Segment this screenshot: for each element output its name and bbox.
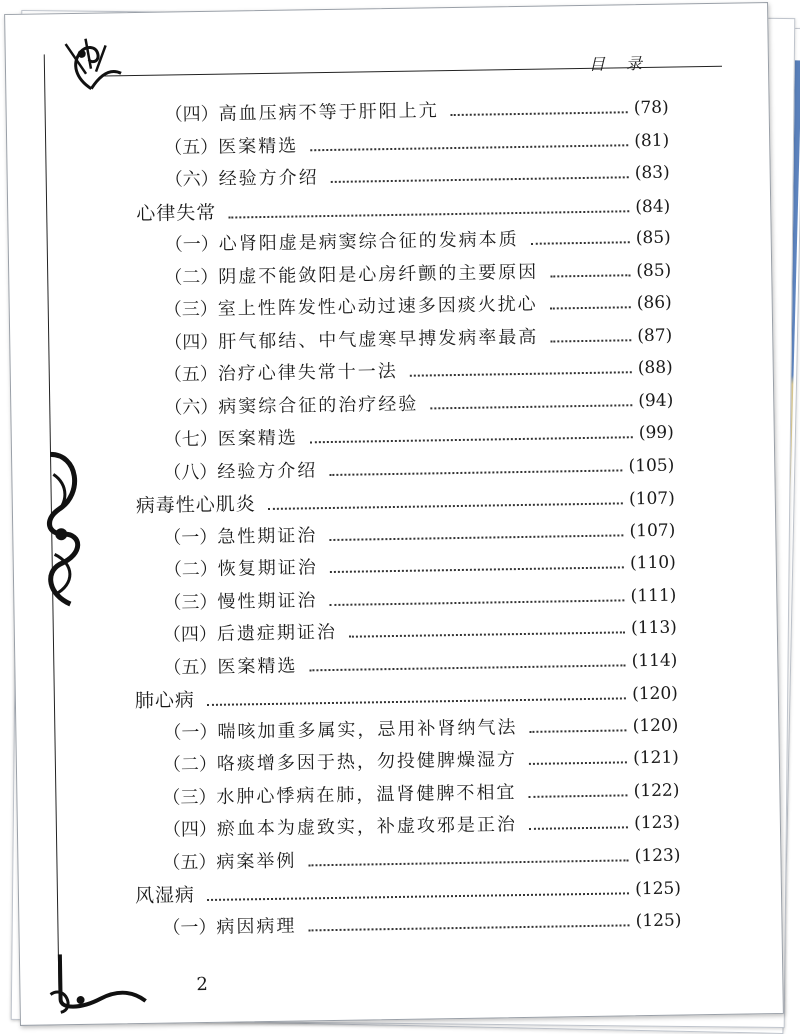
toc-section-entry[interactable] [164,418,674,454]
toc-leader-dots [550,339,631,342]
toc-section-entry[interactable] [163,808,680,844]
toc-entry-title: 肝气郁结、中气虚寒早搏发病率最高 [218,326,539,353]
toc-entry-page: (81) [634,130,670,151]
toc-entry-title: 经验方介绍 [218,167,319,190]
toc-leader-dots [228,210,629,218]
toc-chapter-entry[interactable] [135,678,678,715]
toc-entry-page: (121) [632,747,680,769]
toc-entry-page: (88) [637,357,673,379]
toc-entry-number: （八） [163,461,218,484]
toc-leader-dots [309,924,630,931]
toc-leader-dots [310,144,628,151]
toc-section-entry[interactable] [162,840,680,876]
toc-section-entry[interactable] [164,288,672,324]
toc-section-entry[interactable] [163,710,678,746]
toc-section-entry[interactable] [164,320,672,356]
toc-entry-title: 恢复期证治 [217,557,318,580]
toc-entry-page: (122) [633,780,680,801]
toc-entry-number: （四） [164,331,219,354]
toc-entry-number: （四） [162,623,218,646]
toc-entry-number: （六） [164,168,219,191]
toc-entry-title: 瘀血本为虚致实，补虚攻邪是正治 [216,814,518,840]
toc-section-entry[interactable] [164,255,671,291]
toc-entry-page: (85) [636,260,672,281]
toc-entry-page: (125) [635,910,682,931]
toc-section-entry[interactable] [164,158,669,194]
toc-entry-number: （五） [162,851,217,874]
toc-entry-number: （四） [164,103,219,126]
toc-leader-dots [550,306,631,309]
toc-entry-page: (120) [631,683,679,705]
toc-section-entry[interactable] [162,905,681,941]
toc-entry-number: （三） [163,591,218,614]
toc-section-entry[interactable] [165,223,671,259]
toc-entry-number: （三） [162,786,217,809]
toc-chapter-entry[interactable] [135,873,681,910]
toc-section-entry[interactable] [163,515,675,551]
toc-leader-dots [529,826,628,830]
toc-entry-title: 室上性阵发性心动过速多因痰火扰心 [217,293,538,320]
toc-entry-page: (123) [634,845,681,866]
toc-entry-title: 病毒性心肌炎 [135,493,257,518]
toc-entry-number: （二） [162,753,218,776]
toc-section-entry[interactable] [163,450,674,486]
toc-leader-dots [329,469,622,476]
toc-section-entry[interactable] [163,580,676,616]
toc-leader-dots [349,631,625,637]
toc-entry-title: 高血压病不等于肝阳上亢 [218,100,439,125]
toc-leader-dots [528,794,627,798]
toc-entry-number: （五） [164,136,219,159]
toc-entry-title: 喘咳加重多属实，忌用补肾纳气法 [217,716,518,743]
toc-leader-dots [331,176,629,183]
toc-section-entry[interactable] [163,613,677,649]
toc-entry-page: (123) [634,812,681,834]
toc-chapter-entry[interactable] [136,190,670,226]
toc-entry-title: 阴虚不能敛阳是心房纤颤的主要原因 [218,261,539,288]
page-number: 2 [196,973,208,996]
toc-entry-page: (87) [637,325,673,346]
toc-section-entry[interactable] [164,385,673,421]
toc-entry-number: （四） [162,818,218,841]
toc-entry-title: 医案精选 [217,427,298,450]
toc-section-entry[interactable] [163,645,677,681]
toc-entry-title: 医案精选 [217,655,298,678]
toc-entry-page: (85) [635,227,671,249]
toc-entry-page: (125) [635,878,682,900]
toc-leader-dots [309,664,625,671]
toc-entry-number: （三） [163,298,218,321]
toc-section-entry[interactable] [164,125,669,161]
toc-leader-dots [531,241,630,245]
toc-leader-dots [550,274,630,277]
toc-entry-page: (84) [635,196,671,217]
toc-entry-title: 经验方介绍 [217,459,318,483]
toc-entry-page: (110) [629,552,676,574]
toc-entry-page: (120) [632,715,679,736]
toc-leader-dots [529,761,627,765]
toc-entry-number: （五） [163,656,218,679]
toc-entry-page: (107) [628,488,675,510]
toc-leader-dots [207,697,626,706]
toc-entry-page: (105) [628,455,675,476]
toc-entry-number: （六） [164,396,219,419]
toc-leader-dots [308,859,628,866]
toc-entry-page: (99) [638,422,674,444]
toc-page [4,2,784,1026]
toc-entry-number: （一） [163,526,218,549]
toc-entry-number: （一） [162,916,217,939]
toc-leader-dots [529,729,626,733]
table-of-contents [5,3,783,1025]
toc-entry-title: 病窦综合征的治疗经验 [218,393,419,418]
toc-entry-number: （一） [163,721,218,744]
toc-entry-page: (83) [634,162,670,184]
toc-entry-page: (78) [633,97,669,119]
toc-entry-title: 后遗症期证治 [216,621,338,645]
toc-entry-number: （一） [164,233,219,256]
toc-leader-dots [310,436,633,443]
toc-chapter-entry[interactable] [136,483,675,519]
toc-entry-title: 心肾阳虚是病窦综合征的发病本质 [218,229,519,255]
toc-leader-dots [268,502,623,510]
toc-entry-page: (94) [638,390,674,411]
toc-entry-title: 心律失常 [136,201,217,225]
toc-leader-dots [329,534,623,541]
toc-leader-dots [430,404,632,409]
toc-entry-title: 慢性期证治 [217,589,318,613]
toc-entry-title: 水肿心悸病在肺，温肾健脾不相宜 [216,781,517,808]
toc-leader-dots [329,599,624,606]
toc-section-entry[interactable] [162,775,679,811]
toc-entry-number: （二） [164,266,219,289]
toc-entry-number: （五） [163,363,218,386]
toc-entry-number: （二） [163,558,219,581]
running-header: 目 录 [588,53,651,74]
toc-entry-page: (114) [631,650,678,671]
toc-entry-title: 病因病理 [216,915,297,938]
toc-entry-title: 肺心病 [134,689,196,713]
toc-entry-title: 病案举例 [216,850,297,873]
toc-entry-title: 医案精选 [218,134,299,158]
toc-entry-page: (111) [630,585,677,606]
toc-entry-title: 咯痰增多因于热，勿投健脾燥湿方 [216,749,518,775]
toc-section-entry[interactable] [164,353,673,389]
toc-entry-title: 急性期证治 [217,524,318,548]
toc-section-entry[interactable] [164,93,668,129]
toc-entry-number: （七） [163,428,218,451]
toc-entry-page: (86) [636,292,672,314]
toc-leader-dots [207,892,629,901]
toc-entry-title: 风湿病 [134,884,196,908]
toc-section-entry[interactable] [163,743,679,779]
toc-leader-dots [410,371,632,376]
toc-leader-dots [451,111,628,116]
toc-entry-page: (113) [630,617,677,639]
toc-section-entry[interactable] [164,548,676,584]
toc-entry-page: (107) [629,520,676,541]
toc-entry-title: 治疗心律失常十一法 [217,360,398,385]
toc-leader-dots [330,566,624,573]
